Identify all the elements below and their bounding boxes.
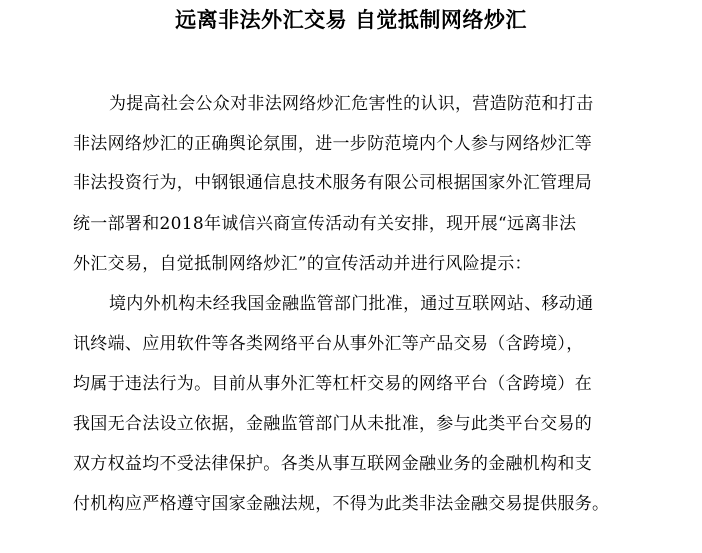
paragraph-1-line-4: 统一部署和2018年诚信兴商宣传活动有关安排，现开展“远离非法 [73, 214, 577, 234]
paragraph-2-line-6: 付机构应严格遵守国家金融法规，不得为此类非法金融交易提供服务。 [73, 494, 610, 514]
paragraph-2-line-3: 均属于违法行为。目前从事外汇等杠杆交易的网络平台（含跨境）在 [73, 374, 592, 394]
paragraph-1-line-1: 为提高社会公众对非法网络炒汇危害性的认识，营造防范和打击 [109, 94, 594, 114]
paragraph-2-line-4: 我国无合法设立依据，金融监管部门从未批准，参与此类平台交易的 [73, 414, 592, 434]
paragraph-2-line-1: 境内外机构未经我国金融监管部门批准，通过互联网站、移动通 [109, 294, 594, 314]
paragraph-1-line-2: 非法网络炒汇的正确舆论氛围，进一步防范境内个人参与网络炒汇等 [73, 134, 592, 154]
paragraph-2-line-2: 讯终端、应用软件等各类网络平台从事外汇等产品交易（含跨境）， [73, 334, 584, 354]
paragraph-1-line-3: 非法投资行为，中钢银通信息技术服务有限公司根据国家外汇管理局 [73, 173, 592, 193]
paragraph-2-line-5: 双方权益均不受法律保护。各类从事互联网金融业务的金融机构和支 [73, 454, 592, 474]
paragraph-1-line-5: 外汇交易，自觉抵制网络炒汇”的宣传活动并进行风险提示： [73, 254, 532, 274]
document-title: 远离非法外汇交易 自觉抵制网络炒汇 [175, 8, 527, 32]
